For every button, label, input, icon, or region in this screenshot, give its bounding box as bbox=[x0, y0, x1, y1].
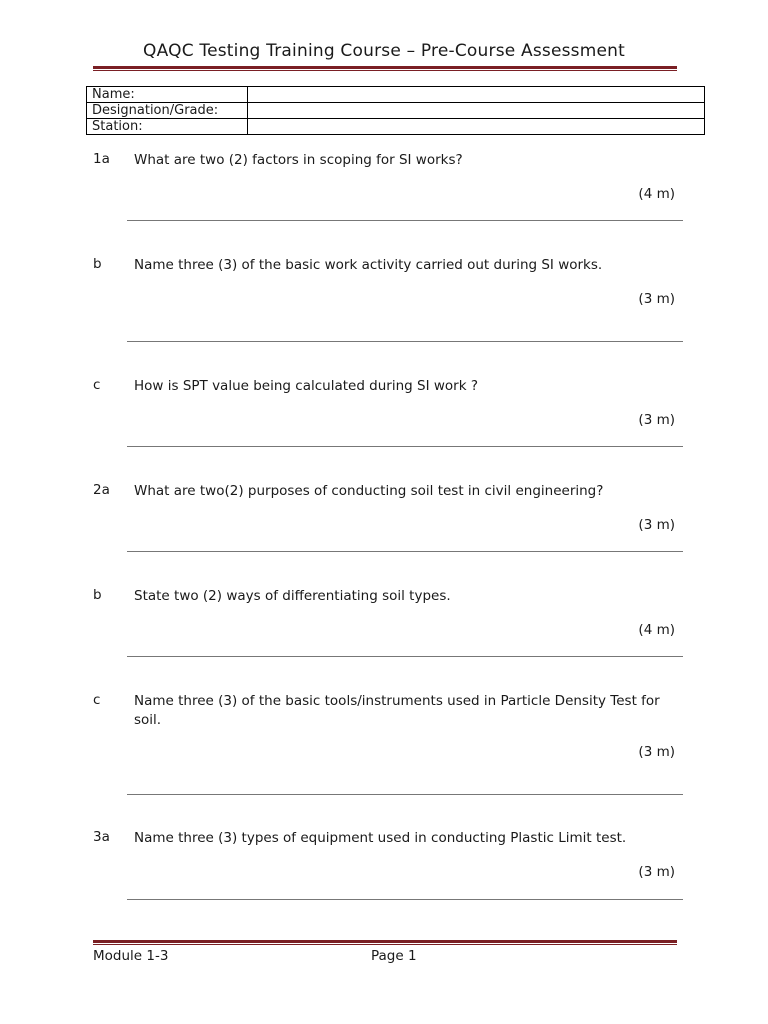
question-text: How is SPT value being calculated during SI work ? bbox=[134, 378, 478, 394]
question-marks: (4 m) bbox=[638, 186, 675, 202]
name-field[interactable] bbox=[248, 87, 705, 103]
answer-line[interactable] bbox=[127, 220, 683, 221]
header-rule bbox=[93, 66, 677, 71]
footer-rule bbox=[93, 940, 677, 945]
info-row-station bbox=[87, 119, 705, 135]
footer-module: Module 1-3 bbox=[93, 948, 169, 964]
answer-line[interactable] bbox=[127, 656, 683, 657]
question-marks: (4 m) bbox=[638, 622, 675, 638]
question-text: Name three (3) of the basic work activity carried out during SI works. bbox=[134, 257, 603, 273]
info-label: Name: bbox=[87, 87, 248, 103]
question-marks: (3 m) bbox=[638, 864, 675, 880]
question-text: What are two (2) factors in scoping for SI works? bbox=[134, 152, 463, 168]
info-row-name bbox=[87, 87, 705, 103]
station-field[interactable] bbox=[248, 119, 705, 135]
question-text: Name three (3) of the basic tools/instruments used in Particle Density Test for soil. bbox=[134, 693, 660, 728]
question-number: b bbox=[93, 256, 102, 272]
answer-line[interactable] bbox=[127, 794, 683, 795]
footer-page-number: Page 1 bbox=[371, 948, 417, 964]
designation-field[interactable] bbox=[248, 103, 705, 119]
question-text: What are two(2) purposes of conducting soil test in civil engineering? bbox=[134, 483, 604, 499]
question-number: 1a bbox=[93, 151, 110, 167]
question-text: Name three (3) types of equipment used in conducting Plastic Limit test. bbox=[134, 830, 627, 846]
question-marks: (3 m) bbox=[638, 744, 675, 760]
page-title: QAQC Testing Training Course – Pre-Course Assessment bbox=[143, 41, 625, 61]
question-text: State two (2) ways of differentiating soil types. bbox=[134, 588, 451, 604]
question-number: c bbox=[93, 692, 101, 708]
question-number: b bbox=[93, 587, 102, 603]
question-number: c bbox=[93, 377, 101, 393]
answer-line[interactable] bbox=[127, 899, 683, 900]
candidate-info-table bbox=[86, 86, 705, 135]
answer-line[interactable] bbox=[127, 446, 683, 447]
question-number: 3a bbox=[93, 829, 110, 845]
answer-line[interactable] bbox=[127, 341, 683, 342]
question-marks: (3 m) bbox=[638, 517, 675, 533]
info-label: Designation/Grade: bbox=[87, 103, 248, 119]
info-label: Station: bbox=[87, 119, 248, 135]
question-marks: (3 m) bbox=[638, 412, 675, 428]
question-number: 2a bbox=[93, 482, 110, 498]
question-marks: (3 m) bbox=[638, 291, 675, 307]
info-row-designation bbox=[87, 103, 705, 119]
answer-line[interactable] bbox=[127, 551, 683, 552]
